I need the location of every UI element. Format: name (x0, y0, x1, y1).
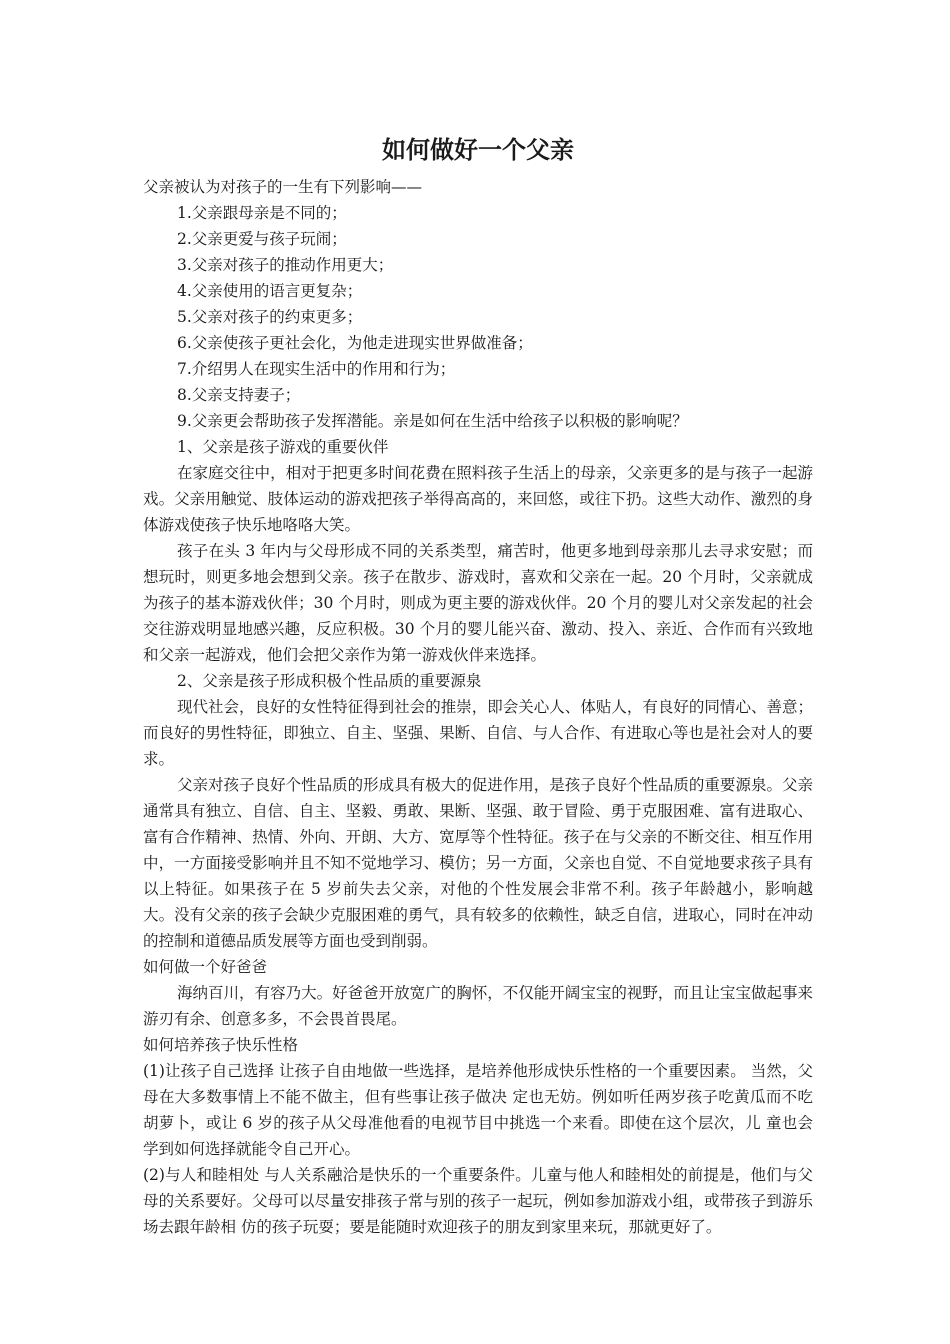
influence-list (143, 200, 813, 434)
section-heading: 1、父亲是孩子游戏的重要伙伴 (177, 438, 389, 456)
influence-item: 5.父亲对孩子的约束更多； (177, 308, 363, 326)
influence-item: 3.父亲对孩子的推动作用更大； (177, 256, 394, 274)
influence-item: 4.父亲使用的语言更复杂； (177, 282, 363, 300)
influence-item: 8.父亲支持妻子； (177, 386, 301, 404)
section-heading: 如何做一个好爸爸 (143, 958, 268, 976)
intro-line: 父亲被认为对孩子的一生有下列影响—— (143, 178, 423, 196)
influence-item: 2.父亲更爱与孩子玩闹； (177, 230, 347, 248)
body-paragraph: 孩子在头 3 年内与父母形成不同的关系类型，痛苦时，他更多地到母亲那儿去寻求安慰；而想玩时，则更多地会想到父亲。孩子在散步、游戏时，喜欢和父亲在一起。20 个月时，父亲就成为孩子的基本游戏伙伴；30 个月时，则成为更主要的游戏伙伴。20 个月的婴儿对父亲发起的社会交往游戏明显地感兴趣，反应积极。30 个月的婴儿能兴奋、激动、投入、亲近、合作而有兴致地和父亲一起游戏，他们会把父亲作为第一游戏伙伴来选择。 (143, 542, 813, 664)
body-paragraph: 父亲对孩子良好个性品质的形成具有极大的促进作用，是孩子良好个性品质的重要源泉。父亲通常具有独立、自信、自主、坚毅、勇敢、果断、坚强、敢于冒险、勇于克服困难、富有进取心、富有合作精神、热情、外向、开朗、大方、宽厚等个性特征。孩子在与父亲的不断交往、相互作用中，一方面接受影响并且不知不觉地学习、模仿；另一方面，父亲也自觉、不自觉地要求孩子具有以上特征。如果孩子在 5 岁前失去父亲，对他的个性发展会非常不利。孩子年龄越小，影响越大。没有父亲的孩子会缺少克服困难的勇气，具有较多的依赖性，缺乏自信，进取心，同时在冲动的控制和道德品质发展等方面也受到削弱。 (143, 776, 813, 950)
numbered-paragraph: (1)让孩子自己选择 让孩子自由地做一些选择，是培养他形成快乐性格的一个重要因素。 当然，父母在大多数事情上不能不做主，但有些事让孩子做决 定也无妨。例如听任两岁孩子吃黄瓜而不吃胡萝卜，或让 6 岁的孩子从父母准他看的电视节目中挑选一个来看。即使在这个层次，儿 童也会学到如何选择就能令自己开心。 (143, 1062, 813, 1158)
influence-item: 7.介绍男人在现实生活中的作用和行为； (177, 360, 456, 378)
influence-item: 1.父亲跟母亲是不同的； (177, 204, 347, 222)
body-paragraph: 海纳百川，有容乃大。好爸爸开放宽广的胸怀，不仅能开阔宝宝的视野，而且让宝宝做起事来游刃有余、创意多多，不会畏首畏尾。 (143, 984, 813, 1028)
document-page (143, 130, 813, 1240)
influence-item: 6.父亲使孩子更社会化，为他走进现实世界做准备； (177, 334, 533, 352)
section-heading: 如何培养孩子快乐性格 (143, 1036, 299, 1054)
document-title: 如何做好一个父亲 (382, 135, 574, 164)
section-heading: 2、父亲是孩子形成积极个性品质的重要源泉 (177, 672, 482, 690)
body-paragraph: 现代社会，良好的女性特征得到社会的推崇，即会关心人、体贴人，有良好的同情心、善意；而良好的男性特征，即独立、自主、坚强、果断、自信、与人合作、有进取心等也是社会对人的要求。 (143, 698, 813, 768)
numbered-paragraph: (2)与人和睦相处 与人关系融洽是快乐的一个重要条件。儿童与他人和睦相处的前提是，他们与父母的关系要好。父母可以尽量安排孩子常与别的孩子一起玩，例如参加游戏小组，或带孩子到游乐场去跟年龄相 仿的孩子玩耍；要是能随时欢迎孩子的朋友到家里来玩，那就更好了。 (143, 1166, 813, 1236)
influence-item: 9.父亲更会帮助孩子发挥潜能。亲是如何在生活中给孩子以积极的影响呢？ (177, 412, 688, 430)
body-paragraph: 在家庭交往中，相对于把更多时间花费在照料孩子生活上的母亲，父亲更多的是与孩子一起游戏。父亲用触觉、肢体运动的游戏把孩子举得高高的，来回悠，或往下扔。这些大动作、激烈的身体游戏使孩子快乐地咯咯大笑。 (143, 464, 813, 534)
